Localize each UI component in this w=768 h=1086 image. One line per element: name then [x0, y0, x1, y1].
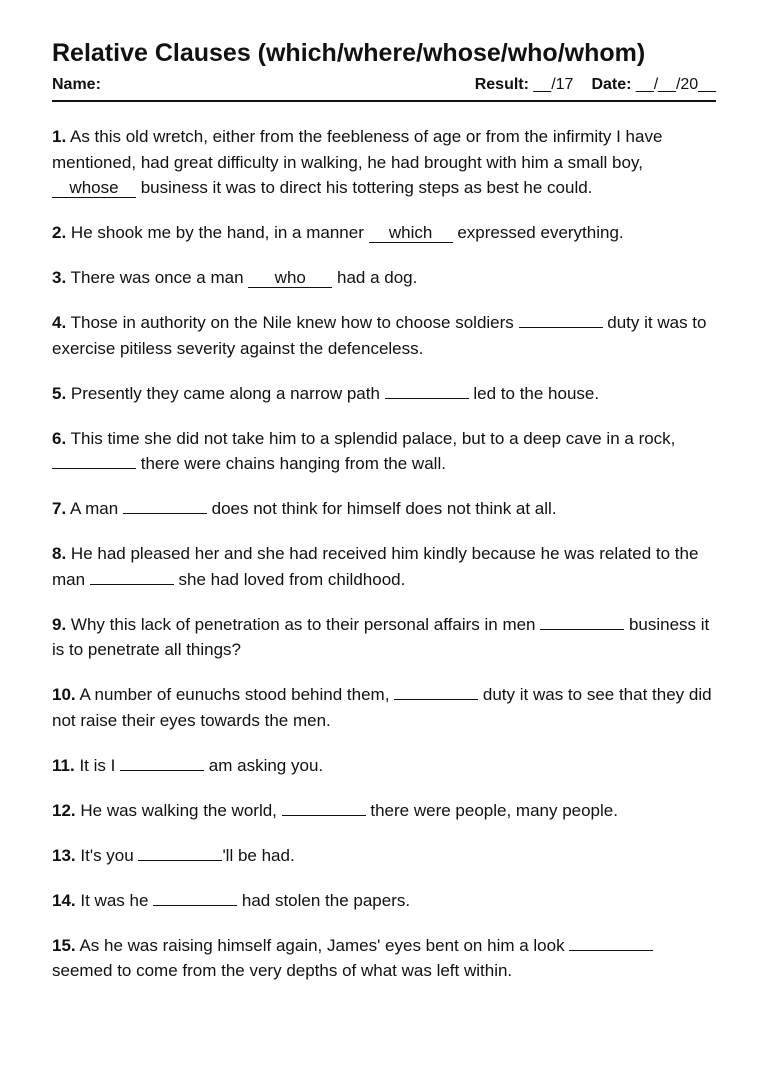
question-item — [52, 753, 716, 779]
question-text-after: expressed everything. — [452, 223, 624, 242]
result-label: Result: — [474, 76, 529, 93]
header-right — [475, 76, 716, 94]
question-item — [52, 265, 716, 291]
name-label: Name: — [52, 76, 101, 93]
question-item — [52, 496, 716, 522]
question-number: 14. — [52, 890, 76, 910]
answer-blank[interactable] — [90, 584, 174, 585]
answer-blank[interactable] — [120, 770, 204, 771]
question-item — [52, 612, 716, 663]
question-item — [52, 381, 716, 407]
question-number: 2. — [52, 223, 67, 242]
answer-blank[interactable] — [569, 950, 653, 951]
question-item — [52, 682, 716, 733]
question-text-after: had stolen the papers. — [237, 890, 411, 910]
question-text-after: am asking you. — [204, 755, 324, 775]
question-text-after: business it was to direct his tottering steps as best he could. — [136, 178, 593, 197]
question-item — [52, 220, 716, 246]
question-text-before: A man — [69, 499, 123, 518]
question-item — [52, 426, 716, 477]
worksheet — [52, 36, 716, 1003]
question-number: 8. — [52, 544, 67, 563]
question-text-before: It's you — [80, 845, 139, 865]
answer-text: who — [274, 268, 306, 287]
result-value: __/17 — [533, 76, 574, 93]
question-list — [52, 124, 716, 984]
question-item — [52, 933, 716, 984]
question-text-after: there were chains hanging from the wall. — [136, 454, 446, 473]
question-text-before: He shook me by the hand, in a manner — [70, 223, 369, 242]
question-number: 9. — [52, 614, 67, 634]
question-item — [52, 888, 716, 914]
question-item — [52, 843, 716, 869]
answer-blank[interactable] — [153, 905, 237, 906]
question-text-before: As this old wretch, either from the feebleness of age or from the infirmity I have mentioned, had great difficulty in walking, he had brought with him a small boy, — [52, 127, 663, 172]
question-number: 1. — [52, 127, 67, 146]
question-number: 5. — [52, 383, 67, 403]
question-text-after: 'll be had. — [222, 845, 295, 865]
question-item — [52, 124, 716, 201]
question-text-after: had a dog. — [332, 268, 418, 287]
question-text-after: does not think for himself does not think at all. — [206, 499, 557, 518]
question-number: 6. — [52, 428, 67, 448]
question-text-after: business it is to penetrate all things? — [52, 614, 710, 659]
question-text-after: duty it was to exercise pitiless severity against the defenceless. — [52, 313, 707, 358]
question-item — [52, 310, 716, 361]
question-number: 11. — [52, 755, 75, 775]
question-text-before: He had pleased her and she had received him kindly because he was related to the man — [52, 544, 699, 589]
answer-blank[interactable] — [52, 178, 136, 198]
answer-text: which — [388, 223, 433, 242]
question-text-after: there were people, many people. — [365, 800, 618, 820]
question-text-before: This time she did not take him to a splendid palace, but to a deep cave in a rock, — [70, 428, 676, 448]
answer-blank[interactable] — [369, 223, 453, 243]
question-item — [52, 798, 716, 824]
question-text-before: There was once a man — [70, 268, 249, 287]
date-label: Date: — [591, 76, 632, 93]
answer-blank[interactable] — [394, 699, 478, 700]
question-text-before: Why this lack of penetration as to their personal affairs in men — [70, 614, 541, 634]
answer-blank[interactable] — [385, 398, 469, 399]
answer-blank[interactable] — [282, 815, 366, 816]
question-number: 7. — [52, 499, 67, 518]
question-text-before: As he was raising himself again, James' eyes bent on him a look — [79, 935, 570, 955]
question-number: 12. — [52, 800, 76, 820]
result-field — [475, 76, 574, 94]
date-value: __/__/20__ — [635, 76, 716, 93]
question-number: 4. — [52, 313, 67, 332]
question-text-before: It was he — [80, 890, 154, 910]
worksheet-title: Relative Clauses (which/where/whose/who/whom) — [52, 39, 646, 67]
answer-blank[interactable] — [248, 268, 332, 288]
question-text-before: He was walking the world, — [80, 800, 282, 820]
answer-blank[interactable] — [519, 327, 603, 328]
date-field — [591, 76, 716, 94]
question-text-after: seemed to come from the very depths of what was left within. — [52, 961, 513, 980]
answer-blank[interactable] — [540, 629, 624, 630]
question-text-after: led to the house. — [468, 383, 600, 403]
answer-blank[interactable] — [52, 468, 136, 469]
question-number: 3. — [52, 268, 67, 287]
question-number: 13. — [52, 845, 76, 865]
question-text-after: duty it was to see that they did not raise their eyes towards the men. — [52, 685, 712, 730]
answer-blank[interactable] — [138, 860, 222, 861]
answer-blank[interactable] — [123, 513, 207, 514]
question-number: 15. — [52, 935, 76, 955]
question-number: 10. — [52, 685, 76, 704]
question-text-before: It is I — [79, 755, 121, 775]
answer-text: whose — [69, 178, 119, 197]
question-text-before: A number of eunuchs stood behind them, — [79, 685, 395, 704]
question-text-after: she had loved from childhood. — [173, 569, 406, 589]
question-text-before: Those in authority on the Nile knew how to choose soldiers — [70, 313, 519, 332]
question-text-before: Presently they came along a narrow path — [70, 383, 385, 403]
worksheet-header — [52, 76, 716, 102]
question-item — [52, 541, 716, 592]
